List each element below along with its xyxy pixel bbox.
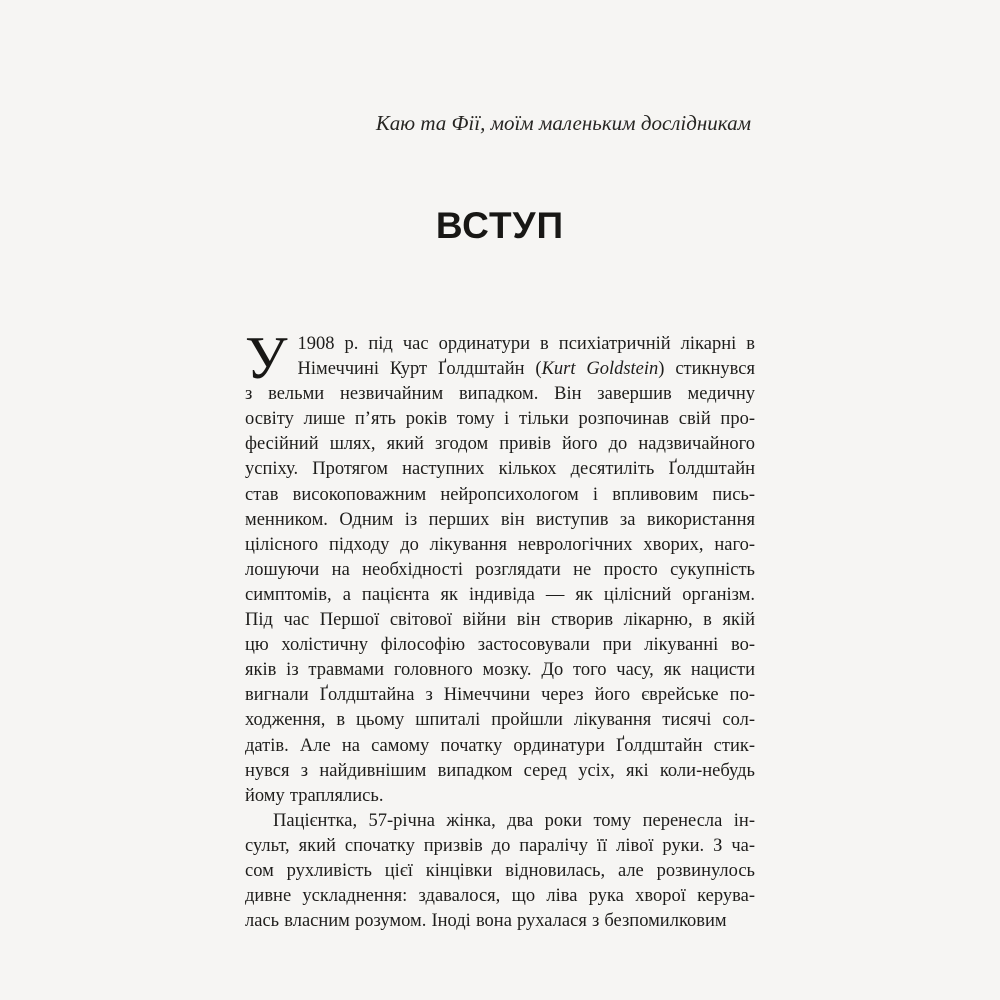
paragraph	[245, 809, 755, 934]
text-column	[245, 0, 755, 934]
text-line: йому траплялись.	[245, 785, 384, 806]
text-line: цілісного підходу до лікування неврологічних хворих, наго-	[245, 534, 755, 555]
text-line: Під час Першої світової війни він створив лікарню, в якій	[245, 610, 755, 631]
text-line: Пацієнтка, 57-річна жінка, два роки тому перенесла ін-	[273, 810, 755, 831]
text-line: фесійний шлях, який згодом привів його до надзвичайного	[245, 434, 755, 455]
text-line: симптомів, а пацієнта як індивіда — як цілісний організм.	[245, 584, 755, 605]
text-line: сульт, який спочатку призвів до паралічу її лівої руки. З ча-	[245, 835, 755, 856]
italic-text: Kurt Goldstein	[541, 359, 659, 380]
text-line: менником. Одним із перших він виступив за використання	[245, 509, 755, 530]
text-part: Німеччині Курт Ґолдштайн (	[297, 359, 542, 380]
text-line: нувся з найдивнішим випадком серед усіх, які коли-небудь	[245, 760, 755, 781]
text-line	[245, 357, 755, 382]
text-part: ) стикнувся	[658, 359, 755, 380]
text-line: яків із травмами головного мозку. До того часу, як нацисти	[245, 660, 755, 681]
text-line: сом рухливість цієї кінцівки відновилась, але розвинулось	[245, 860, 755, 881]
text-line: освіту лише п’ять років тому і тільки розпочинав свій про-	[245, 409, 755, 430]
paragraph	[245, 325, 755, 809]
body-text	[245, 325, 755, 934]
drop-cap: У	[245, 325, 288, 391]
dedication-line: Каю та Фії, моїм маленьким дослідникам	[375, 111, 751, 135]
text-line: успіху. Протягом наступних кількох десятиліть Ґолдштайн	[245, 459, 755, 480]
text-line: дивне ускладнення: здавалося, що ліва рука хворої керува-	[245, 886, 755, 907]
text-line: став високоповажним нейропсихологом і впливовим пись-	[245, 484, 755, 505]
chapter-title: ВСТУП	[435, 205, 565, 246]
text-line: ходження, в цьому шпиталі пройшли лікування тисячі сол-	[245, 710, 755, 731]
text-line: з вельми незвичайним випадком. Він завершив медичну	[245, 384, 755, 405]
text-line: датів. Але на самому початку ординатури Ґолдштайн стик-	[245, 735, 755, 756]
text-line: 1908 р. під час ординатури в психіатричній лікарні в	[297, 334, 755, 354]
text-line: цю холістичну філософію застосовували при лікуванні во-	[245, 635, 755, 656]
text-line: лошуючи на необхідності розглядати не просто сукупність	[245, 559, 755, 580]
text-line: вигнали Ґолдштайна з Німеччини через його єврейське по-	[245, 685, 755, 706]
text-line: лась власним розумом. Іноді вона рухалася з безпомилковим	[245, 911, 727, 932]
